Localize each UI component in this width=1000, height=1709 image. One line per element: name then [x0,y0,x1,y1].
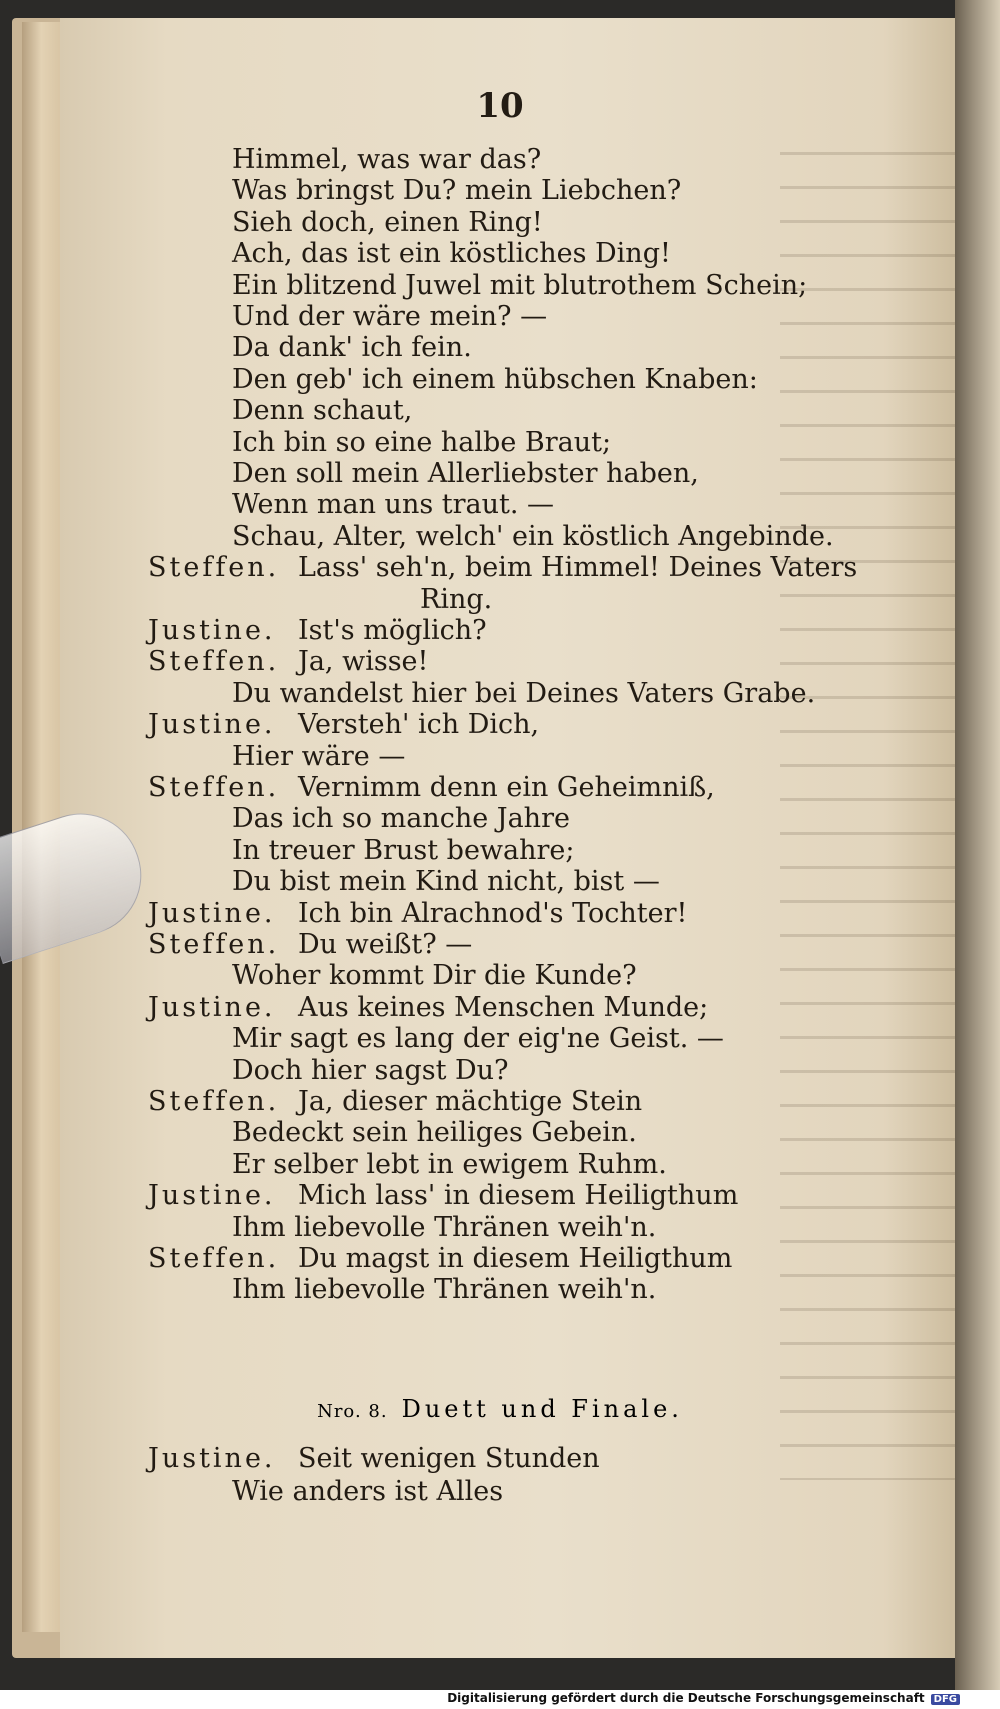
verse-line: Sieh doch, einen Ring! [232,206,543,238]
verse-line: Seit wenigen Stunden [298,1443,600,1474]
verse-line: Mich lass' in diesem Heiligthum [298,1180,739,1212]
verse-line: Ring. [420,583,493,615]
verse-line: Da dank' ich fein. [232,332,472,364]
verse-line: Ja, wisse! [298,646,429,678]
verse-line: Ist's möglich? [298,615,487,646]
verse-line: In treuer Brust bewahre; [232,834,575,866]
verse-line: Du magst in diesem Heiligthum [298,1243,733,1274]
verse-line: Den geb' ich einem hübschen Knaben: [232,363,758,395]
speaker-label: Steffen. [148,772,280,803]
speaker-label: Justine. [148,991,276,1023]
verse-line: Schau, Alter, welch' ein köstlich Angebinde. [232,520,834,552]
verse-line: Lass' seh'n, beim Himmel! Deines Vaters [298,552,858,584]
verse-line: Himmel, was war das? [232,144,542,175]
verse-line: Woher kommt Dir die Kunde? [232,960,637,992]
page-number: 10 [476,86,524,126]
speaker-label: Steffen. [148,1243,280,1274]
verse-line: Versteh' ich Dich, [298,709,540,741]
footer-text: Digitalisierung gefördert durch die Deutsche Forschungsgemeinschaft [447,1691,925,1705]
verse-line: Ach, das ist ein köstliches Ding! [232,238,671,270]
speaker-label: Steffen. [148,1086,280,1117]
verse-line: Doch hier sagst Du? [232,1054,509,1086]
verse-line: Aus keines Menschen Munde; [298,991,709,1023]
verse-line: Er selber lebt in ewigem Ruhm. [232,1148,667,1180]
verse-line: Ihm liebevolle Thränen weih'n. [232,1274,657,1306]
verse-line: Vernimm denn ein Geheimniß, [298,772,715,803]
verse-line: Ihm liebevolle Thränen weih'n. [232,1211,657,1243]
verse-line: Bedeckt sein heiliges Gebein. [232,1117,637,1149]
verse-line: Hier wäre — [232,740,406,772]
speaker-label: Justine. [148,1180,276,1212]
verse-line: Ich bin Alrachnod's Tochter! [298,897,688,929]
verse-line: Wie anders ist Alles [232,1476,504,1507]
verse-line: Mir sagt es lang der eig'ne Geist. — [232,1023,724,1055]
speaker-label: Justine. [148,1443,276,1474]
speaker-label: Steffen. [148,929,280,960]
verse-line: Ja, dieser mächtige Stein [298,1086,643,1117]
speaker-label: Justine. [148,709,276,741]
dfg-logo: DFG [931,1694,960,1705]
verse-line: Denn schaut, [232,395,413,427]
verse-line: Du wandelst hier bei Deines Vaters Grabe. [232,677,816,709]
verse-line: Den soll mein Allerliebster haben, [232,458,699,489]
verse-line: Und der wäre mein? — [232,301,548,332]
verse-line: Was bringst Du? mein Liebchen? [232,175,682,207]
verse-line: Wenn man uns traut. — [232,489,555,521]
section-heading [0,1394,1000,1427]
footer-credit [447,1691,960,1705]
speaker-label: Steffen. [148,552,280,584]
verse-line: Das ich so manche Jahre [232,803,570,835]
section-title: Duett und Finale. [401,1395,683,1423]
section-number: Nro. 8. [317,1401,388,1422]
verse-line: Ich bin so eine halbe Braut; [232,426,612,458]
verse-line: Ein blitzend Juwel mit blutrothem Schein; [232,269,808,301]
speaker-label: Steffen. [148,646,280,678]
verse-line: Du bist mein Kind nicht, bist — [232,866,660,898]
speaker-label: Justine. [148,615,276,646]
verse-line: Du weißt? — [298,929,473,960]
speaker-label: Justine. [148,897,276,929]
